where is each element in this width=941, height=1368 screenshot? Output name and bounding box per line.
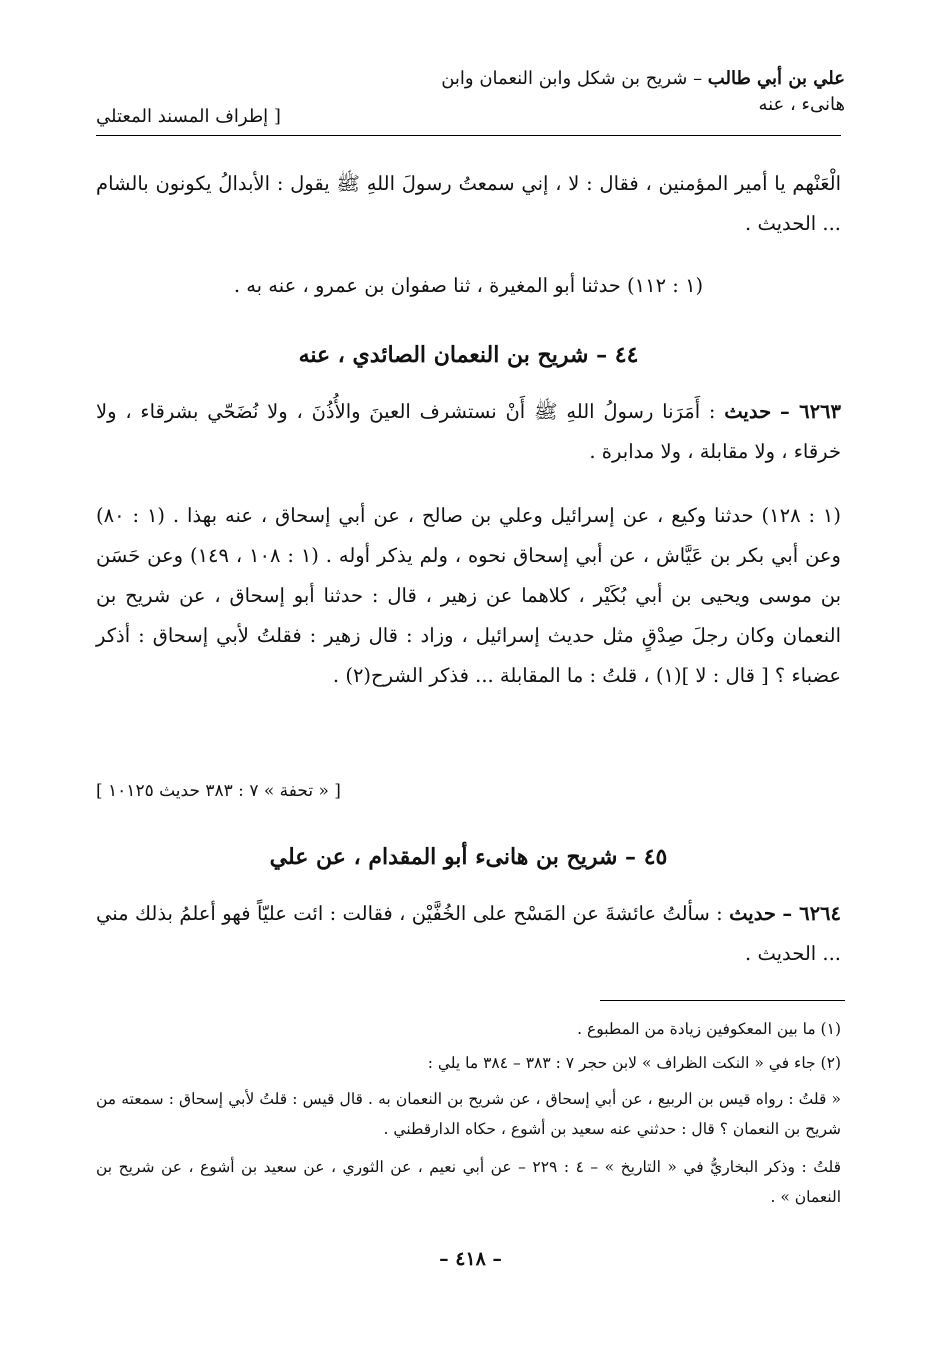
hadith-number: ٦٢٦٤ – (782, 902, 841, 925)
section-heading-45: ٤٥ – شريح بن هانىء أبو المقدام ، عن علي (269, 844, 668, 870)
hadith-6263 (96, 392, 841, 472)
hadith-text: : أَمَرَنا رسولُ اللهِ ﷺ أَنْ نستشرف العينَ والأُذُنَ ، ولا نُضَحّي بشرقاء ، ولا خرقاء ، ولا مقابلة ، ولا مدابرة . (96, 400, 841, 463)
footnote-2: (٢) جاء في « النكت الظراف » لابن حجر ٧ : ٣٨٣ – ٣٨٤ ما يلي : (427, 1054, 841, 1072)
running-header-book: [ إطراف المسند المعتلي (96, 106, 281, 127)
hadith-keyword: حديث (729, 902, 776, 925)
isnad-112: (١ : ١١٢) حدثنا أبو المغيرة ، ثنا صفوان بن عمرو ، عنه به . (233, 274, 704, 297)
header-rule (96, 135, 841, 136)
hadith-text: : سألتُ عائشةَ عن المَسْح على الخُفَّيْن ، فقالت : ائت عليّاً فهو أعلمُ بذلك مني ... الحديث . (96, 902, 841, 965)
header-title-line2: هانىء ، عنه (758, 94, 845, 115)
footnote-rule (600, 1000, 845, 1001)
page-number: – ٤١٨ – (439, 1248, 502, 1270)
section-heading-44: ٤٤ – شريح بن النعمان الصائدي ، عنه (298, 342, 639, 368)
footnote-1: (١) ما بين المعكوفين زيادة من المطبوع . (577, 1020, 841, 1038)
running-header-title (325, 66, 845, 118)
header-title-rest: – شريح بن شكل وابن النعمان وابن (441, 68, 708, 89)
hadith-6263-isnad: (١ : ١٢٨) حدثنا وكيع ، عن إسرائيل وعلي بن صالح ، عن أبي إسحاق ، عنه بهذا . (١ : ٨٠) وعن أبي بكر بن عَيَّاش ، عن أبي إسحاق نحوه ، ولم يذكر أوله . (١ : ١٠٨ ، ١٤٩) وعن حَسَن بن موسى ويحيى بن أبي بُكَيْر ، كلاهما عن زهير ، قال : حدثنا أبو إسحاق ، عن شريح بن النعمان وكان رجلَ صِدْقٍ مثل حديث إسرائيل ، وزاد : قال زهير : فقلتُ لأبي إسحاق : أذكر عضباء ؟ [ قال : لا ](١) ، قلتُ : ما المقابلة ... فذكر الشرح(٢) . (96, 504, 842, 687)
hadith-keyword: حديث (724, 400, 772, 423)
header-title-bold: علي بن أبي طالب (707, 68, 845, 89)
footnote-2-quote-2: قلتُ : وذكر البخاريُّ في « التاريخ » – ٤ : ٢٢٩ – عن أبي نعيم ، عن الثوري ، عن سعيد بن أشوع ، عن شريح بن النعمان » . (96, 1158, 842, 1206)
paragraph-continuation: الْعَنْهم يا أمير المؤمنين ، فقال : لا ، إني سمعتُ رسولَ اللهِ ﷺ يقول : الأبدالُ يكونون بالشام ... الحديث . (96, 172, 841, 235)
footnote-2-quote-1: « قلتُ : رواه قيس بن الربيع ، عن أبي إسحاق ، عن شريح بن النعمان به . قال قيس : قلتُ لأبي إسحاق : سمعته من شريح بن النعمان ؟ قال : حدثني عنه سعيد بن أشوع ، حكاه الدارقطني . (96, 1090, 841, 1138)
hadith-number: ٦٢٦٣ – (779, 400, 841, 423)
hadith-6264 (96, 894, 841, 974)
tuhfa-reference: [ « تحفة » ٧ : ٣٨٣ حديث ١٠١٢٥ ] (96, 781, 341, 801)
